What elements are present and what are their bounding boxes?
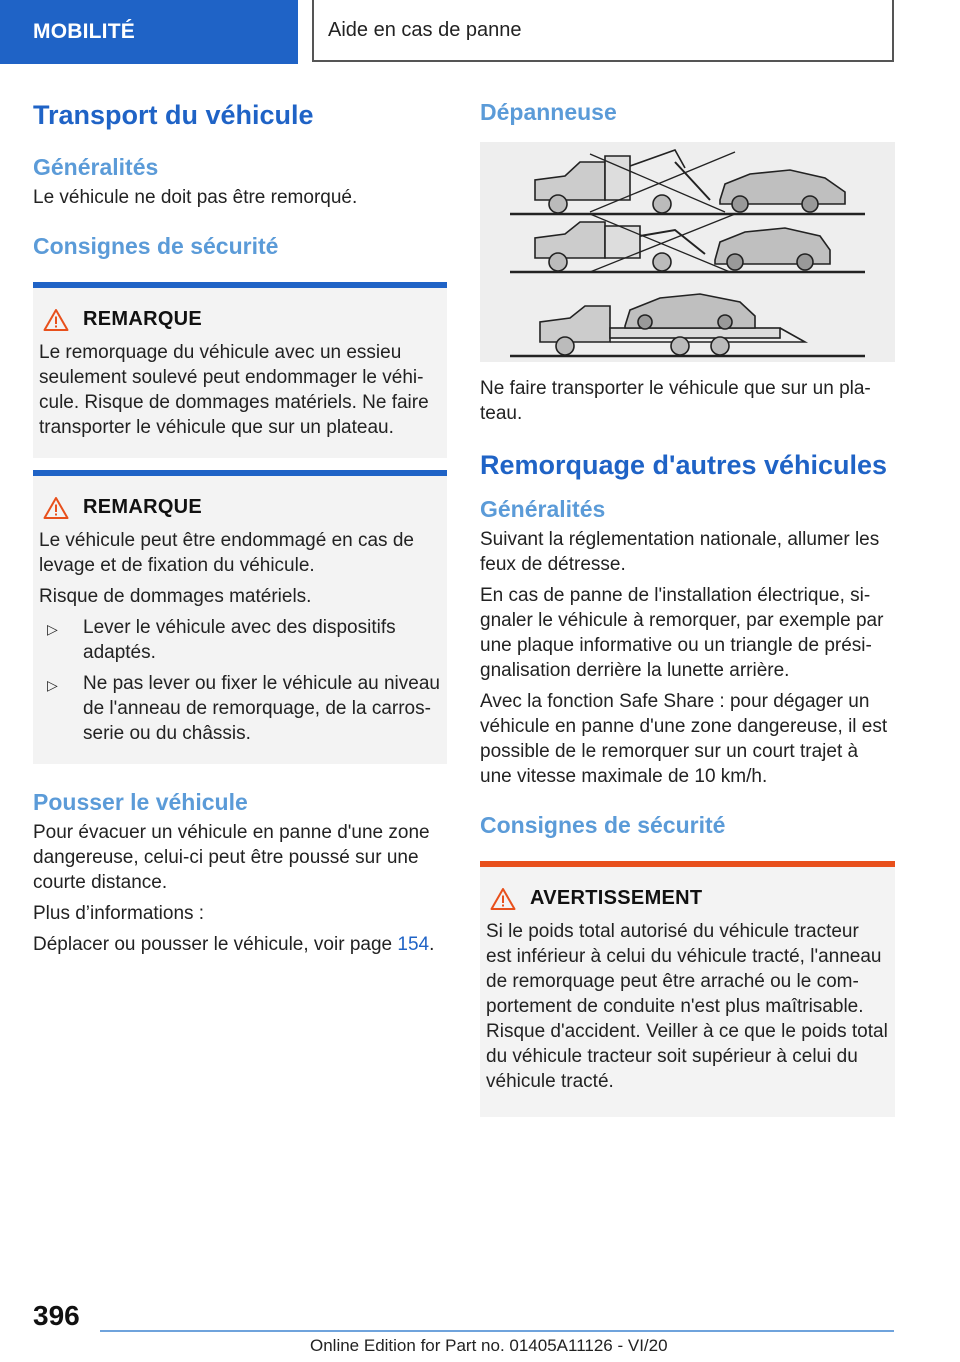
- triangle-bullet-icon: ▷: [47, 620, 58, 637]
- page-number: 396: [33, 1300, 80, 1331]
- safety-heading: Consignes de sécurité: [480, 811, 726, 838]
- list-item-text: Ne pas lever ou fixer le véhicule au niveau de l'anneau de remorquage, de la carros-serie ou du châssis.: [83, 672, 440, 744]
- warning-icon: [43, 496, 69, 520]
- transport-title: Transport du véhicule: [33, 100, 314, 130]
- notice-header: [39, 496, 441, 520]
- general-text: Le véhicule ne doit pas être remorqué.: [33, 186, 358, 208]
- reference-text: [33, 932, 447, 957]
- header-chapter-box: [312, 0, 894, 62]
- header-section-tab: [0, 0, 298, 64]
- notice-box-2: [33, 470, 447, 764]
- right-column: [480, 98, 895, 1117]
- notice-header: [39, 308, 441, 332]
- notice-box-1: [33, 282, 447, 458]
- list-item: [39, 615, 441, 665]
- warning-box: [480, 861, 895, 1117]
- push-text: Pour évacuer un véhicule en panne d'une zone dangereuse, celui-ci peut être poussé sur une courte distance.: [33, 821, 430, 893]
- footer-edition: Online Edition for Part no. 01405A11126 - VI/20: [310, 1336, 668, 1355]
- reference-label: Déplacer ou pousser le véhicule, voir page: [33, 933, 398, 955]
- list-item: [39, 671, 441, 746]
- paragraph: En cas de panne de l'installation électrique, si-gnaler le véhicule à remorquer, par exemple par une plaque informative ou un triangle de prési-gnalisation derrière la lunette arrière.: [480, 584, 884, 681]
- notice-text: Risque de dommages matériels.: [39, 585, 312, 607]
- paragraph: Suivant la réglementation nationale, allumer les feux de détresse.: [480, 528, 880, 575]
- tow-truck-heading: Dépanneuse: [480, 99, 617, 125]
- notice-header: [486, 887, 889, 911]
- notice-title: REMARQUE: [83, 496, 203, 519]
- notice-title: REMARQUE: [83, 308, 203, 331]
- page-link[interactable]: 154: [397, 933, 430, 955]
- tow-truck-diagram: [480, 142, 895, 362]
- warning-icon: [490, 887, 516, 911]
- notice-text: Le véhicule peut être endommagé en cas de levage et de fixation du véhicule.: [39, 529, 414, 576]
- tow-truck-illustration: [480, 142, 895, 362]
- more-info-text: Plus d’informations :: [33, 902, 205, 924]
- general-heading: Généralités: [33, 154, 159, 181]
- warning-icon: [43, 308, 69, 332]
- safety-heading: Consignes de sécurité: [33, 232, 279, 259]
- tow-text: Ne faire transporter le véhicule que sur un pla-teau.: [480, 377, 871, 424]
- general-heading: Généralités: [480, 495, 606, 522]
- header-section-label: MOBILITÉ: [33, 20, 135, 43]
- list-item-text: Lever le véhicule avec des dispositifs adaptés.: [83, 616, 396, 663]
- left-column: [33, 98, 447, 957]
- notice-text: Le remorquage du véhicule avec un essieu seulement soulevé peut endommager le véhi-cule. Risque de dommages matériels. Ne faire transporter le véhicule que sur un plateau.: [39, 341, 429, 438]
- reference-end: .: [429, 933, 435, 955]
- towing-title: Remorquage d'autres véhicules: [480, 449, 888, 480]
- header-chapter-label: Aide en cas de panne: [328, 18, 522, 41]
- notice-text: Si le poids total autorisé du véhicule tracteur est inférieur à celui du véhicule tracté, l'anneau de remorquage peut être arraché ou le com-portement de conduite n'est plus maîtrisable. Risque d'accident. Veiller à ce que le poids total du véhicule tracteur soit supérieur à celui du véhicule tracté.: [486, 920, 888, 1092]
- footer-divider: [100, 1330, 894, 1332]
- triangle-bullet-icon: ▷: [47, 676, 58, 693]
- paragraph: Avec la fonction Safe Share : pour dégager un véhicule en panne d'une zone dangereuse, il est possible de le remorquer sur un court trajet à une vitesse maximale de 10 km/h.: [480, 690, 888, 787]
- push-heading: Pousser le véhicule: [33, 788, 248, 815]
- notice-title: AVERTISSEMENT: [530, 887, 703, 910]
- notice-bullet-list: [39, 615, 441, 746]
